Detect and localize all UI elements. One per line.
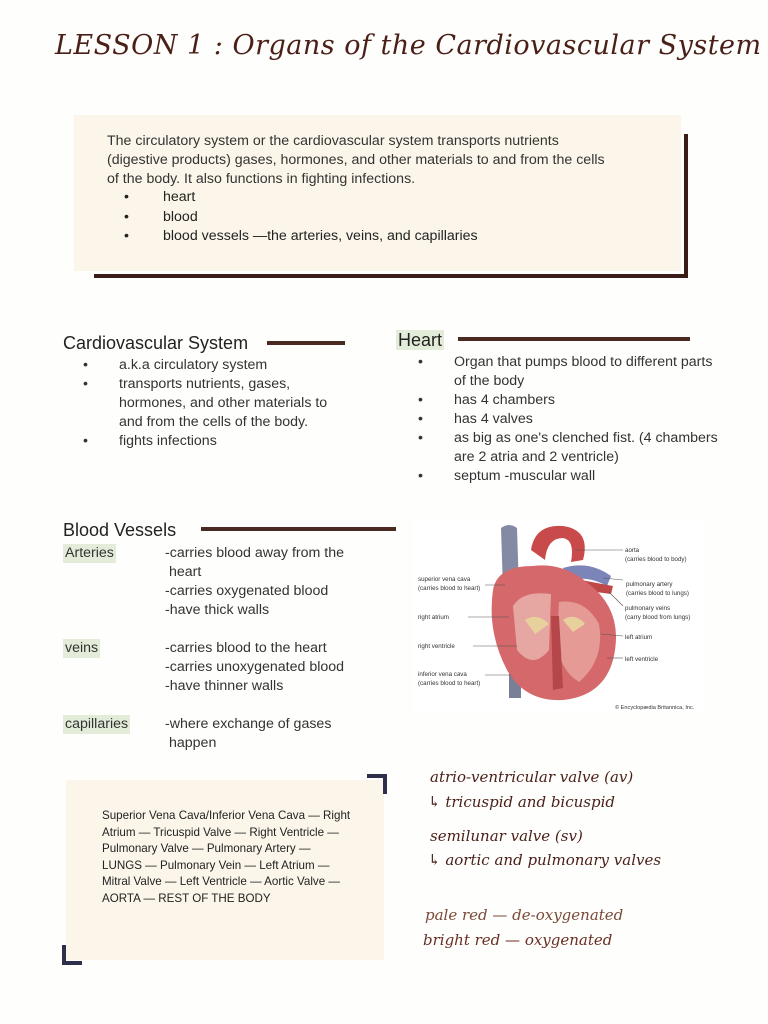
list-item: • fights infections [83, 433, 217, 449]
cardio-heading: Cardiovascular System [63, 333, 249, 353]
list-item: • has 4 valves [418, 411, 533, 427]
heart-heading: Heart [398, 330, 443, 350]
corner-bracket-top-right [367, 774, 387, 794]
note-av-types: ↳ tricuspid and bicuspid [428, 793, 615, 811]
bullet-icon: • [418, 411, 423, 427]
bullet-icon: • [418, 430, 423, 446]
blood-flow-box [66, 780, 384, 960]
label-pulmonary-veins: pulmonary veins [625, 605, 671, 612]
list-item: • as big as one's clenched fist. (4 chambers are 2 atria and 2 ventricle) [418, 430, 718, 465]
vessels-heading: Blood Vessels [63, 520, 177, 540]
bullet-icon: • [83, 357, 88, 373]
label-ivc-sub: (carries blood to heart) [418, 680, 481, 687]
label-right-ventricle: right ventricle [418, 643, 455, 650]
bullet-icon: • [418, 468, 423, 484]
note-sv-valve: semilunar valve (sv) [430, 827, 583, 845]
bullet-icon: • [124, 208, 129, 225]
intro-box [74, 115, 681, 271]
label-pulmonary-artery: pulmonary artery [626, 581, 673, 588]
list-item: • has 4 chambers [418, 392, 555, 408]
label-aorta-sub: (carries blood to body) [625, 556, 687, 563]
bullet-icon: • [418, 392, 423, 408]
label-svc-sub: (carries blood to heart) [418, 585, 481, 592]
bullet-icon: • [83, 433, 88, 449]
list-item: • Organ that pumps blood to different parts of the body [418, 354, 713, 389]
intro-text: The circulatory system or the cardiovascular system transports nutrients (digestive products) gases, hormones, and other materials to and from the cells of the body. It also functions in fighting infections. [107, 133, 605, 187]
bullet-icon: • [418, 354, 423, 370]
bullet-icon: • [124, 228, 129, 244]
lesson-title: LESSON 1 : Organs of the Cardiovascular System [55, 30, 762, 61]
label-left-ventricle: left ventricle [625, 656, 659, 663]
cardio-rule [267, 341, 345, 345]
intro-list [124, 188, 478, 247]
note-av-valve: atrio-ventricular valve (av) [430, 768, 634, 786]
list-item: • blood vessels —the arteries, veins, and capillaries [124, 227, 478, 247]
list-item: • a.k.a circulatory system [83, 357, 268, 373]
heart-rule [458, 337, 690, 341]
blood-flow-text: Superior Vena Cava/Inferior Vena Cava — Right Atrium — Tricuspid Valve — Right Ventricle — Pulmonary Valve — Pulmonary Artery — LUNGS — Pulmonary Vein — Left Atrium — Mitral Valve — Left Ventricle — Aortic Valve — AORTA — REST OF THE BODY [102, 809, 351, 905]
note-pale-red: pale red — de-oxygenated [425, 906, 624, 924]
label-svc: superior vena cava [418, 576, 471, 583]
label-pulmonary-artery-sub: (carries blood to lungs) [626, 590, 689, 597]
heart-diagram [413, 520, 705, 714]
label-left-atrium: left atrium [625, 634, 653, 641]
label-aorta: aorta [625, 547, 640, 554]
list-item: • transports nutrients, gases, hormones, and other materials to and from the cells of the body. [83, 376, 328, 430]
label-ivc: inferior vena cava [418, 671, 467, 678]
label-pulmonary-veins-sub: (carry blood from lungs) [625, 614, 691, 621]
bullet-icon: • [124, 189, 129, 205]
note-bright-red: bright red — oxygenated [423, 931, 613, 949]
list-item: • septum -muscular wall [418, 468, 596, 484]
diagram-credit: © Encyclopædia Britannica, Inc. [615, 705, 695, 711]
list-item: • heart [124, 188, 478, 208]
list-item: • blood [124, 208, 478, 228]
heart-list [418, 353, 718, 486]
cardio-list [83, 356, 353, 451]
vessels-rule [201, 527, 396, 531]
corner-bracket-bottom-left [62, 945, 82, 965]
note-sv-types: ↳ aortic and pulmonary valves [428, 851, 662, 869]
bullet-icon: • [83, 376, 88, 392]
label-right-atrium: right atrium [418, 614, 449, 621]
